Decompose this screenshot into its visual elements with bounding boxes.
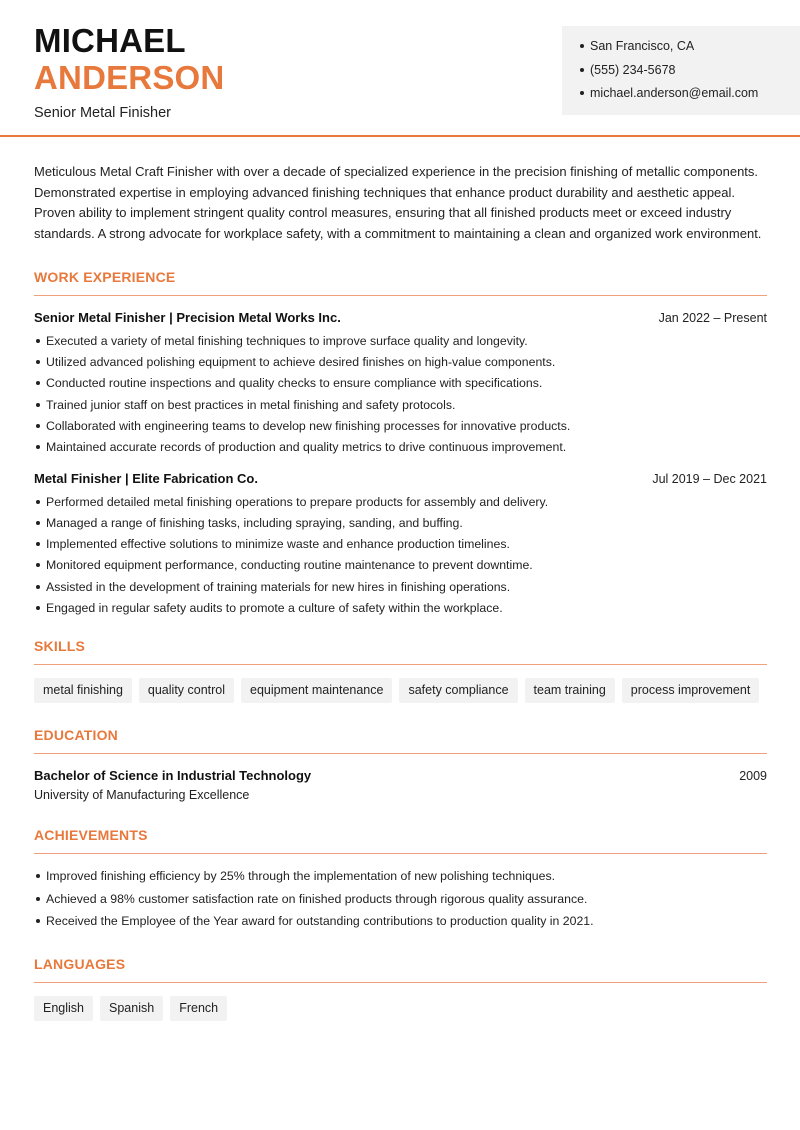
job-entry: [34, 471, 767, 622]
list-item-text: Improved finishing efficiency by 25% through the implementation of new polishing techniques.: [46, 869, 556, 884]
job-entry: [34, 310, 767, 461]
resume-header: [0, 0, 800, 137]
bullet-icon: [36, 919, 40, 923]
list-item-text: Achieved a 98% customer satisfaction rate on finished products through rigorous quality assurance.: [46, 891, 588, 906]
bullet-icon: [36, 381, 40, 385]
achievement-bullets: [34, 868, 767, 936]
achievements-section: [34, 827, 767, 936]
list-item: [34, 418, 767, 439]
list-item-text: Implemented effective solutions to minimize waste and enhance production timelines.: [46, 537, 510, 552]
list-item-text: Executed a variety of metal finishing techniques to improve surface quality and longevity.: [46, 333, 528, 348]
list-item-text: Assisted in the development of training materials for new hires in finishing operations.: [46, 579, 511, 594]
job-header: [34, 471, 767, 486]
education-section: [34, 727, 767, 802]
section-title-achievements: ACHIEVEMENTS: [34, 827, 148, 844]
last-name: ANDERSON: [34, 59, 225, 96]
summary: Meticulous Metal Craft Finisher with over a decade of specialized experience in the precision finishing of metallic components. Demonstrated expertise in employing advanced finishing techniques that enhance product durability and aesthetic appeal. Proven ability to implement stringent quality control measures, ensuring that all finished products meet or exceed industry standards. A strong advocate for workplace safety, with a commitment to maintaining a clean and organized work environment.: [34, 164, 762, 242]
skill-chip: safety compliance: [399, 678, 517, 703]
section-title-skills: SKILLS: [34, 638, 85, 655]
first-name: MICHAEL: [34, 22, 186, 59]
section-title-experience: WORK EXPERIENCE: [34, 268, 176, 285]
languages-section: [34, 956, 767, 1021]
bullet-icon: [36, 500, 40, 504]
bullet-icon: [580, 68, 584, 72]
list-item: [34, 439, 767, 460]
skill-chip: equipment maintenance: [241, 678, 392, 703]
bullet-icon: [580, 44, 584, 48]
bullet-icon: [36, 585, 40, 589]
section-title-education: EDUCATION: [34, 727, 118, 744]
contact-location: [580, 38, 800, 62]
bullet-icon: [36, 339, 40, 343]
section-divider: [34, 664, 767, 665]
bullet-icon: [36, 874, 40, 878]
contact-phone: [580, 62, 800, 86]
name-block: [34, 22, 224, 121]
degree: Bachelor of Science in Industrial Technology: [34, 768, 312, 784]
list-item-text: Managed a range of finishing tasks, including spraying, sanding, and buffing.: [46, 515, 463, 530]
list-item: [34, 579, 767, 600]
job-role: Senior Metal Finisher | Precision Metal Works Inc.: [34, 309, 341, 325]
list-item-text: Collaborated with engineering teams to develop new finishing processes for innovative products.: [46, 419, 571, 433]
list-item: [34, 891, 767, 914]
list-item-text: Trained junior staff on best practices in metal finishing and safety protocols.: [46, 397, 456, 412]
job-role: Metal Finisher | Elite Fabrication Co.: [34, 470, 258, 486]
bullet-icon: [36, 360, 40, 364]
language-chip: French: [170, 996, 227, 1021]
bullet-icon: [36, 542, 40, 546]
list-item: [34, 494, 767, 515]
list-item: [34, 913, 767, 936]
bullet-icon: [36, 424, 40, 428]
job-title: Senior Metal Finisher: [34, 105, 171, 121]
list-item: [34, 868, 767, 891]
list-item-text: Engaged in regular safety audits to promote a culture of safety within the workplace.: [46, 601, 503, 616]
job-dates: Jan 2022 – Present: [658, 310, 767, 325]
list-item-text: Received the Employee of the Year award for outstanding contributions to production quality in 2021.: [46, 914, 594, 929]
bullet-icon: [36, 606, 40, 610]
language-chip: Spanish: [100, 996, 163, 1021]
skills-section: [34, 638, 767, 703]
school-name: University of Manufacturing Excellence: [34, 788, 250, 803]
skill-chip: process improvement: [622, 678, 760, 703]
bullet-icon: [580, 91, 584, 95]
bullet-icon: [36, 521, 40, 525]
contact-box: [562, 26, 800, 115]
experience-section: [34, 269, 767, 622]
job-bullets: [34, 333, 767, 461]
list-item: [34, 600, 767, 621]
bullet-icon: [36, 403, 40, 407]
list-item-text: Monitored equipment performance, conducting routine maintenance to prevent downtime.: [46, 558, 533, 573]
job-dates: Jul 2019 – Dec 2021: [652, 471, 767, 486]
skills-chips: [34, 678, 767, 703]
section-divider: [34, 753, 767, 754]
list-item: [34, 557, 767, 578]
list-item-text: Conducted routine inspections and quality checks to ensure compliance with specifications.: [46, 376, 543, 391]
education-header: [34, 768, 767, 783]
skill-chip: quality control: [139, 678, 234, 703]
list-item-text: Utilized advanced polishing equipment to achieve desired finishes on high-value components.: [46, 355, 556, 370]
skill-chip: team training: [525, 678, 615, 703]
skill-chip: metal finishing: [34, 678, 132, 703]
section-title-languages: LANGUAGES: [34, 955, 126, 972]
bullet-icon: [36, 445, 40, 449]
language-chip: English: [34, 996, 93, 1021]
list-item-text: Maintained accurate records of production and quality metrics to drive continuous improvement.: [46, 440, 567, 455]
section-divider: [34, 982, 767, 983]
resume-body: [34, 162, 767, 1021]
section-divider: [34, 853, 767, 854]
bullet-icon: [36, 897, 40, 901]
job-header: [34, 310, 767, 325]
education-year: 2009: [739, 769, 767, 784]
language-chips: [34, 996, 767, 1021]
list-item: [34, 354, 767, 375]
list-item: [34, 536, 767, 557]
contact-phone-text: (555) 234-5678: [590, 62, 676, 77]
contact-email-text: michael.anderson@email.com: [590, 86, 759, 100]
contact-location-text: San Francisco, CA: [590, 39, 695, 53]
job-bullets: [34, 494, 767, 622]
list-item: [34, 515, 767, 536]
list-item: [34, 375, 767, 396]
bullet-icon: [36, 563, 40, 567]
section-divider: [34, 295, 767, 296]
contact-email: [580, 85, 800, 109]
list-item: [34, 397, 767, 418]
list-item: [34, 333, 767, 354]
list-item-text: Performed detailed metal finishing operations to prepare products for assembly and delivery.: [46, 494, 549, 509]
